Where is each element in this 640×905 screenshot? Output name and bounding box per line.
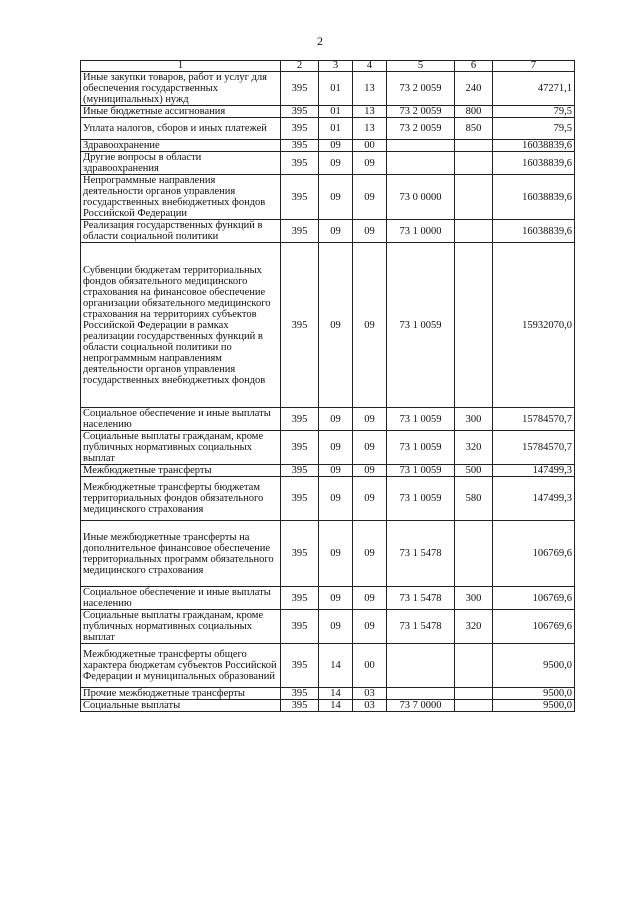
row-expense-type xyxy=(455,243,493,408)
table-row xyxy=(81,587,575,610)
row-amount: 106769,6 xyxy=(493,587,575,610)
row-name: Социальное обеспечение и иные выплаты населению xyxy=(81,408,281,431)
row-name: Социальные выплаты xyxy=(81,700,281,712)
row-amount: 9500,0 xyxy=(493,644,575,688)
row-subsection: 00 xyxy=(353,140,387,152)
row-subsection: 09 xyxy=(353,243,387,408)
row-subsection: 09 xyxy=(353,521,387,587)
row-subsection: 13 xyxy=(353,118,387,140)
row-target-article: 73 1 0059 xyxy=(387,465,455,477)
row-subsection: 09 xyxy=(353,477,387,521)
table-row xyxy=(81,140,575,152)
row-section: 14 xyxy=(319,700,353,712)
row-target-article: 73 1 0000 xyxy=(387,220,455,243)
row-section: 01 xyxy=(319,118,353,140)
row-target-article: 73 1 5478 xyxy=(387,587,455,610)
row-target-article: 73 7 0000 xyxy=(387,700,455,712)
row-section: 09 xyxy=(319,243,353,408)
row-expense-type xyxy=(455,688,493,700)
row-expense-type: 320 xyxy=(455,610,493,644)
row-section: 09 xyxy=(319,610,353,644)
row-amount: 47271,1 xyxy=(493,72,575,106)
row-target-article: 73 1 0059 xyxy=(387,408,455,431)
row-name: Другие вопросы в области здравоохранения xyxy=(81,152,281,175)
row-admin-code: 395 xyxy=(281,408,319,431)
header-col-4: 4 xyxy=(353,61,387,72)
row-target-article: 73 2 0059 xyxy=(387,118,455,140)
table-row xyxy=(81,688,575,700)
row-section: 09 xyxy=(319,431,353,465)
row-amount: 147499,3 xyxy=(493,465,575,477)
header-col-2: 2 xyxy=(281,61,319,72)
row-expense-type xyxy=(455,220,493,243)
row-admin-code: 395 xyxy=(281,220,319,243)
row-expense-type: 240 xyxy=(455,72,493,106)
row-target-article xyxy=(387,152,455,175)
row-subsection: 13 xyxy=(353,106,387,118)
header-col-6: 6 xyxy=(455,61,493,72)
row-name: Здравоохранение xyxy=(81,140,281,152)
row-admin-code: 395 xyxy=(281,118,319,140)
row-expense-type xyxy=(455,175,493,220)
row-target-article: 73 1 0059 xyxy=(387,477,455,521)
row-admin-code: 395 xyxy=(281,243,319,408)
row-admin-code: 395 xyxy=(281,587,319,610)
row-admin-code: 395 xyxy=(281,644,319,688)
row-subsection: 13 xyxy=(353,72,387,106)
row-amount: 106769,6 xyxy=(493,521,575,587)
budget-table xyxy=(80,60,575,712)
row-subsection: 09 xyxy=(353,465,387,477)
row-expense-type xyxy=(455,152,493,175)
row-amount: 79,5 xyxy=(493,118,575,140)
row-admin-code: 395 xyxy=(281,175,319,220)
row-name: Социальные выплаты гражданам, кроме публичных нормативных социальных выплат xyxy=(81,610,281,644)
header-col-7: 7 xyxy=(493,61,575,72)
row-section: 09 xyxy=(319,587,353,610)
row-expense-type: 580 xyxy=(455,477,493,521)
row-target-article: 73 1 0059 xyxy=(387,431,455,465)
table-row xyxy=(81,106,575,118)
row-amount: 9500,0 xyxy=(493,700,575,712)
row-name: Межбюджетные трансферты общего характера бюджетам субъектов Российской Федерации и муниципальных образований xyxy=(81,644,281,688)
row-name: Уплата налогов, сборов и иных платежей xyxy=(81,118,281,140)
row-target-article xyxy=(387,644,455,688)
table-row xyxy=(81,521,575,587)
row-section: 14 xyxy=(319,644,353,688)
table-header-row xyxy=(81,61,575,72)
row-expense-type: 850 xyxy=(455,118,493,140)
header-col-5: 5 xyxy=(387,61,455,72)
row-section: 09 xyxy=(319,408,353,431)
row-name: Субвенции бюджетам территориальных фондов обязательного медицинского страхования на финансовое обеспечение организации обязательного медицинского страхования на территориях субъектов Российской Федерации в рамках реализации государственных функций в области социальной политики по непрограммным направлениям деятельности органов управления государственных внебюджетных фондов xyxy=(81,243,281,408)
row-target-article xyxy=(387,140,455,152)
row-expense-type: 800 xyxy=(455,106,493,118)
table-row xyxy=(81,610,575,644)
table-row xyxy=(81,408,575,431)
row-admin-code: 395 xyxy=(281,72,319,106)
row-section: 09 xyxy=(319,220,353,243)
row-amount: 147499,3 xyxy=(493,477,575,521)
row-amount: 16038839,6 xyxy=(493,152,575,175)
table-row xyxy=(81,243,575,408)
row-name: Непрограммные направления деятельности органов управления государственных внебюджетных фондов Российской Федерации xyxy=(81,175,281,220)
row-admin-code: 395 xyxy=(281,610,319,644)
row-admin-code: 395 xyxy=(281,700,319,712)
row-expense-type xyxy=(455,140,493,152)
table-row xyxy=(81,72,575,106)
row-name: Иные бюджетные ассигнования xyxy=(81,106,281,118)
row-subsection: 09 xyxy=(353,587,387,610)
row-name: Иные закупки товаров, работ и услуг для обеспечения государственных (муниципальных) нужд xyxy=(81,72,281,106)
row-section: 09 xyxy=(319,152,353,175)
row-admin-code: 395 xyxy=(281,521,319,587)
row-amount: 15932070,0 xyxy=(493,243,575,408)
row-target-article: 73 1 5478 xyxy=(387,610,455,644)
row-amount: 16038839,6 xyxy=(493,175,575,220)
row-amount: 15784570,7 xyxy=(493,431,575,465)
row-subsection: 03 xyxy=(353,700,387,712)
row-expense-type xyxy=(455,700,493,712)
row-target-article: 73 0 0000 xyxy=(387,175,455,220)
row-expense-type: 320 xyxy=(455,431,493,465)
row-name: Социальные выплаты гражданам, кроме публичных нормативных социальных выплат xyxy=(81,431,281,465)
row-expense-type xyxy=(455,521,493,587)
row-target-article: 73 1 5478 xyxy=(387,521,455,587)
row-amount: 106769,6 xyxy=(493,610,575,644)
row-amount: 16038839,6 xyxy=(493,140,575,152)
row-expense-type: 500 xyxy=(455,465,493,477)
row-target-article: 73 2 0059 xyxy=(387,72,455,106)
row-admin-code: 395 xyxy=(281,465,319,477)
row-section: 09 xyxy=(319,175,353,220)
row-section: 09 xyxy=(319,477,353,521)
row-admin-code: 395 xyxy=(281,431,319,465)
row-expense-type xyxy=(455,644,493,688)
row-amount: 15784570,7 xyxy=(493,408,575,431)
row-subsection: 03 xyxy=(353,688,387,700)
row-amount: 9500,0 xyxy=(493,688,575,700)
row-subsection: 09 xyxy=(353,610,387,644)
row-section: 01 xyxy=(319,72,353,106)
row-amount: 16038839,6 xyxy=(493,220,575,243)
row-target-article: 73 1 0059 xyxy=(387,243,455,408)
row-amount: 79,5 xyxy=(493,106,575,118)
table-row xyxy=(81,644,575,688)
row-target-article xyxy=(387,688,455,700)
table-row xyxy=(81,118,575,140)
table-row xyxy=(81,700,575,712)
row-expense-type: 300 xyxy=(455,587,493,610)
table-row xyxy=(81,465,575,477)
row-name: Иные межбюджетные трансферты на дополнительное финансовое обеспечение территориальных программ обязательного медицинского страхования xyxy=(81,521,281,587)
row-admin-code: 395 xyxy=(281,106,319,118)
row-admin-code: 395 xyxy=(281,140,319,152)
row-section: 09 xyxy=(319,140,353,152)
row-subsection: 09 xyxy=(353,408,387,431)
row-name: Прочие межбюджетные трансферты xyxy=(81,688,281,700)
row-subsection: 00 xyxy=(353,644,387,688)
table-row xyxy=(81,431,575,465)
table-row xyxy=(81,175,575,220)
row-subsection: 09 xyxy=(353,152,387,175)
row-subsection: 09 xyxy=(353,431,387,465)
table-row xyxy=(81,477,575,521)
header-col-1: 1 xyxy=(81,61,281,72)
header-col-3: 3 xyxy=(319,61,353,72)
row-target-article: 73 2 0059 xyxy=(387,106,455,118)
page-number: 2 xyxy=(317,34,323,48)
row-name: Межбюджетные трансферты бюджетам территориальных фондов обязательного медицинского страхования xyxy=(81,477,281,521)
row-subsection: 09 xyxy=(353,175,387,220)
row-name: Социальное обеспечение и иные выплаты населению xyxy=(81,587,281,610)
row-subsection: 09 xyxy=(353,220,387,243)
table-row xyxy=(81,220,575,243)
row-section: 14 xyxy=(319,688,353,700)
row-section: 01 xyxy=(319,106,353,118)
row-expense-type: 300 xyxy=(455,408,493,431)
row-name: Реализация государственных функций в области социальной политики xyxy=(81,220,281,243)
row-section: 09 xyxy=(319,521,353,587)
table-row xyxy=(81,152,575,175)
row-admin-code: 395 xyxy=(281,152,319,175)
row-admin-code: 395 xyxy=(281,688,319,700)
row-section: 09 xyxy=(319,465,353,477)
row-name: Межбюджетные трансферты xyxy=(81,465,281,477)
row-admin-code: 395 xyxy=(281,477,319,521)
